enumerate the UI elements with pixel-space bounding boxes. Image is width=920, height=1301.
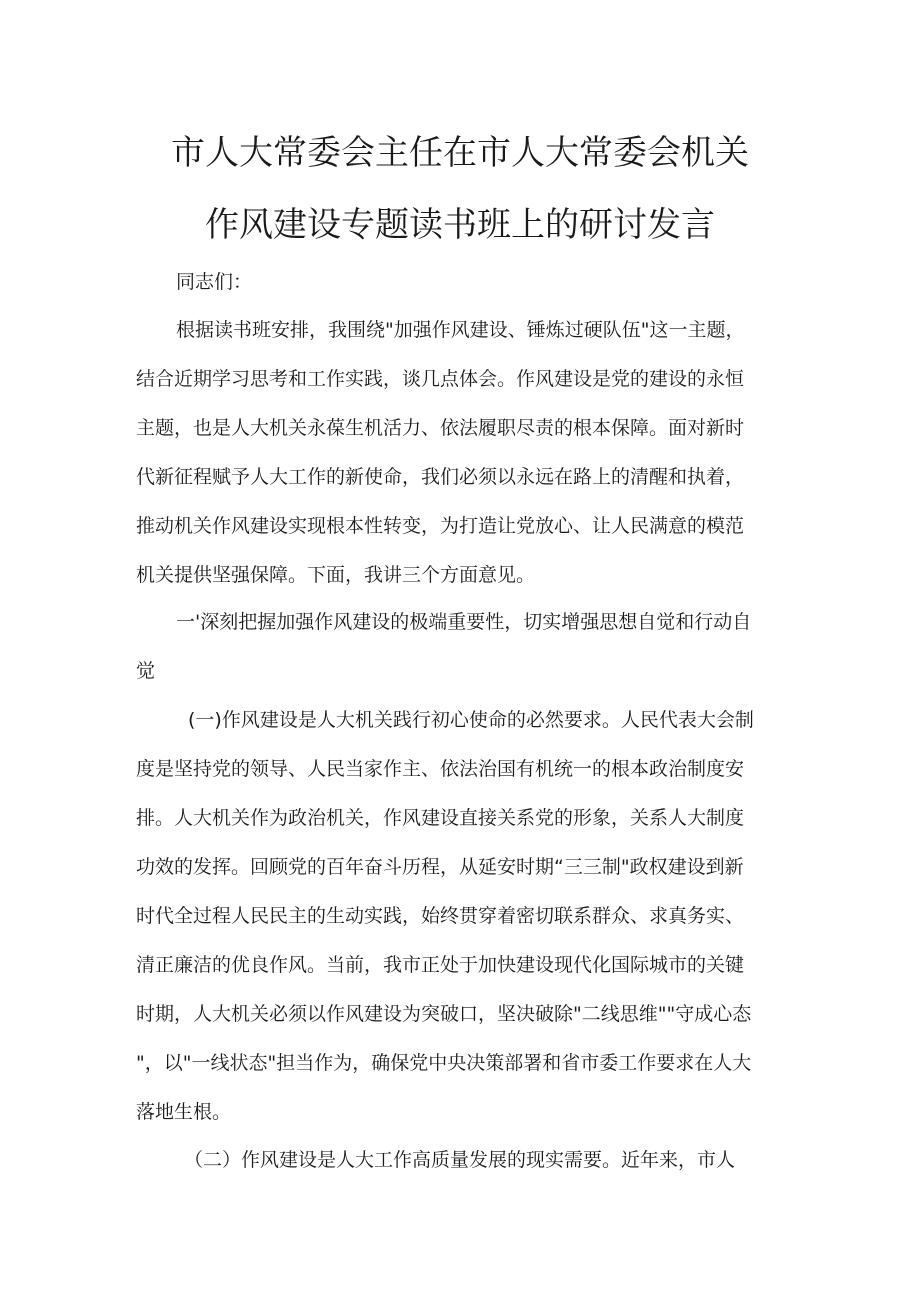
paragraph-line: (一)作风建设是人大机关践行初心使命的必然要求。人民代表大会制	[188, 709, 754, 731]
paragraph-line: 机关提供坚强保障。下面，我讲三个方面意见。	[136, 564, 536, 586]
section-heading-line: 觉	[136, 660, 156, 682]
paragraph-line: 排。人大机关作为政治机关，作风建设直接关系党的形象，关系人大制度	[136, 807, 745, 829]
paragraph-line: 度是坚持党的领导、人民当家作主、依法治国有机统一的根本政治制度安	[136, 758, 745, 780]
paragraph-line: 主题，也是人大机关永葆生机活力、依法履职尽责的根本保障。面对新时	[136, 417, 745, 439]
paragraph-line: "，以"一线状态"担当作为，确保党中央决策部署和省市委工作要求在人大	[136, 1052, 752, 1074]
paragraph-line: 结合近期学习思考和工作实践，谈几点体会。作风建设是党的建设的永恒	[136, 368, 745, 390]
paragraph-line: 时期，人大机关必须以作风建设为突破口，坚决破除"二线思维""守成心态	[136, 1003, 752, 1025]
paragraph-line: 功效的发挥。回顾党的百年奋斗历程，从延安时期“三三制"政权建设到新	[136, 856, 744, 878]
paragraph-line: 推动机关作风建设实现根本性转变，为打造让党放心、让人民满意的模范	[136, 515, 745, 537]
paragraph-line: （二）作风建设是人大工作高质量发展的现实需要。近年来，市人	[184, 1149, 736, 1171]
paragraph-line: 代新征程赋予人大工作的新使命，我们必须以永远在路上的清醒和执着，	[136, 466, 745, 488]
paragraph-line: 清正廉洁的优良作风。当前，我市正处于加快建设现代化国际城市的关键	[136, 954, 745, 976]
document-title-line-1: 市人大常委会主任在市人大常委会机关	[171, 133, 749, 173]
salutation: 同志们：	[176, 271, 253, 293]
paragraph-line: 落地生根。	[136, 1101, 232, 1123]
document-title-line-2: 作风建设专题读书班上的研讨发言	[205, 205, 715, 245]
section-heading-line: 一'深刻把握加强作风建设的极端重要性，切实增强思想自觉和行动自	[176, 611, 752, 633]
paragraph-line: 时代全过程人民民主的生动实践，始终贯穿着密切联系群众、求真务实、	[136, 905, 745, 927]
paragraph-line: 根据读书班安排，我围绕"加强作风建设、锤炼过硬队伍"这一主题，	[176, 319, 745, 341]
